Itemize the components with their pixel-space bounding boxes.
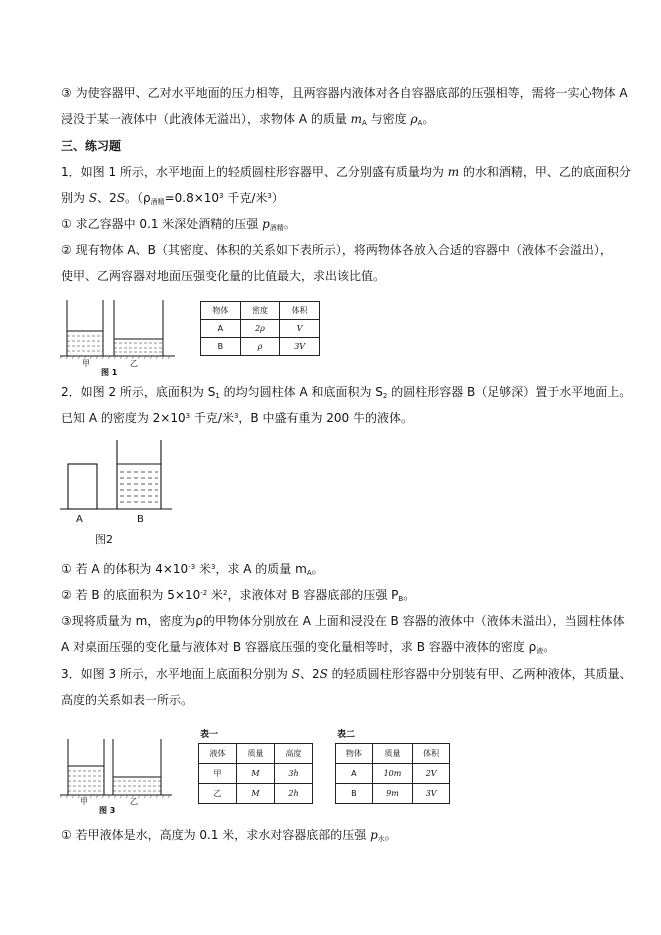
table-cell: 2ρ bbox=[240, 320, 280, 338]
table-header: 体积 bbox=[280, 302, 320, 320]
figure-2-caption: 图2 bbox=[95, 533, 113, 546]
table-cell: 乙 bbox=[199, 784, 237, 804]
q3-part1: ① 若甲液体是水，高度为 0.1 米，求水对容器底部的压强 $p_水$。 bbox=[61, 828, 397, 843]
q3-table-2 bbox=[335, 743, 450, 804]
table-cell: M bbox=[237, 764, 275, 784]
q2-part3-line2: A 对桌面压强的变化量与液体对 B 容器底压强的变化量相等时，求 B 容器中液体的密度 $\rho_液$。 bbox=[61, 640, 556, 655]
q3-line2: 高度的关系如表一所示。 bbox=[61, 693, 194, 707]
table-cell: 2V bbox=[413, 764, 450, 784]
figure-2-label-A: A bbox=[76, 514, 83, 525]
table-header: 物体 bbox=[201, 302, 241, 320]
figure-2-label-B: B bbox=[137, 514, 144, 525]
q1-part1: ① 求乙容器中 0.1 米深处酒精的压强 $p_{酒精}$。 bbox=[61, 217, 296, 232]
table-cell: 甲 bbox=[199, 764, 237, 784]
table-header: 高度 bbox=[275, 744, 313, 764]
table-cell: 3V bbox=[280, 338, 320, 356]
q-prev-part3-line2: 浸没于某一液体中（此液体无溢出），求物体 A 的质量 $m_A$ 与密度 $\rho_A$。 bbox=[61, 112, 435, 127]
q2-part2: ② 若 B 的底面积为 $5\times 10^{-2}$ 米$^2$，求液体对 B 容器底部的压强 $P_B$。 bbox=[61, 588, 416, 603]
table-cell: B bbox=[201, 338, 241, 356]
table-header: 物体 bbox=[336, 744, 373, 764]
table-header: 质量 bbox=[372, 744, 413, 764]
table-cell: 9m bbox=[372, 784, 413, 804]
table-2-title: 表二 bbox=[337, 730, 356, 740]
q1-line2: 别为 S、2S。（$\rho_{酒精}=0.8\times 10^3$ 千克/米$^3$） bbox=[61, 191, 284, 206]
table-cell: M bbox=[237, 784, 275, 804]
table-cell: A bbox=[201, 320, 241, 338]
table-cell: 3V bbox=[413, 784, 450, 804]
figure-1-diagram bbox=[60, 296, 180, 376]
figure-3-label-jia: 甲 bbox=[80, 797, 88, 806]
figure-2-diagram bbox=[60, 436, 180, 526]
table-cell: V bbox=[280, 320, 320, 338]
q1-line1: 1．如图 1 所示，水平地面上的轻质圆柱形容器甲、乙分别盛有质量均为 m 的水和酒精，甲、乙的底面积分 bbox=[61, 165, 631, 179]
q2-part3-line1: ③现将质量为 m，密度为ρ的甲物体分别放在 A 上面和浸没在 B 容器的液体中（液体未溢出），当圆柱体体 bbox=[61, 614, 625, 628]
table-cell: 10m bbox=[372, 764, 413, 784]
table-cell: A bbox=[336, 764, 373, 784]
q2-part1: ① 若 A 的体积为 $4\times 10^{-3}$ 米$^3$，求 A 的质量 $m_A$。 bbox=[61, 562, 324, 577]
q2-line1: 2．如图 2 所示，底面积为 $S_1$ 的均匀圆柱体 A 和底面积为 $S_2$ 的圆柱形容器 B（足够深）置于水平地面上。 bbox=[61, 385, 632, 400]
figure-1-caption: 图 1 bbox=[101, 368, 118, 377]
figure-1-label-jia: 甲 bbox=[82, 359, 90, 368]
q1-part2-line1: ② 现有物体 A、B（其密度、体积的关系如下表所示），将两物体各放入合适的容器中（液体不会溢出）， bbox=[61, 243, 612, 257]
figure-3-caption: 图 3 bbox=[99, 806, 116, 815]
table-header: 液体 bbox=[199, 744, 237, 764]
table-cell: B bbox=[336, 784, 373, 804]
q-prev-part3-line1: ③ 为使容器甲、乙对水平地面的压力相等，且两容器内液体对各自容器底部的压强相等，需将一实心物体 A bbox=[61, 86, 628, 100]
table-cell: 2h bbox=[275, 784, 313, 804]
q1-part2-line2: 使甲、乙两容器对地面压强变化量的比值最大，求出该比值。 bbox=[61, 269, 386, 283]
table-header: 质量 bbox=[237, 744, 275, 764]
table-cell: ρ bbox=[240, 338, 280, 356]
q3-table-1 bbox=[198, 743, 313, 804]
q1-property-table bbox=[200, 301, 320, 356]
q2-line2: 已知 A 的密度为 $2\times 10^3$ 千克/米$^3$，B 中盛有重为 200 牛的液体。 bbox=[61, 411, 414, 425]
table-1-title: 表一 bbox=[200, 730, 219, 740]
q3-line1: 3．如图 3 所示，水平地面上底面积分别为 S、2S 的轻质圆柱形容器中分别装有甲、乙两种液体，其质量、 bbox=[61, 667, 632, 681]
figure-3-label-yi: 乙 bbox=[130, 797, 138, 806]
section-heading: 三、练习题 bbox=[61, 139, 122, 153]
figure-1-label-yi: 乙 bbox=[130, 359, 138, 368]
table-header: 密度 bbox=[240, 302, 280, 320]
table-header: 体积 bbox=[413, 744, 450, 764]
figure-3-diagram bbox=[60, 735, 175, 805]
table-cell: 3h bbox=[275, 764, 313, 784]
